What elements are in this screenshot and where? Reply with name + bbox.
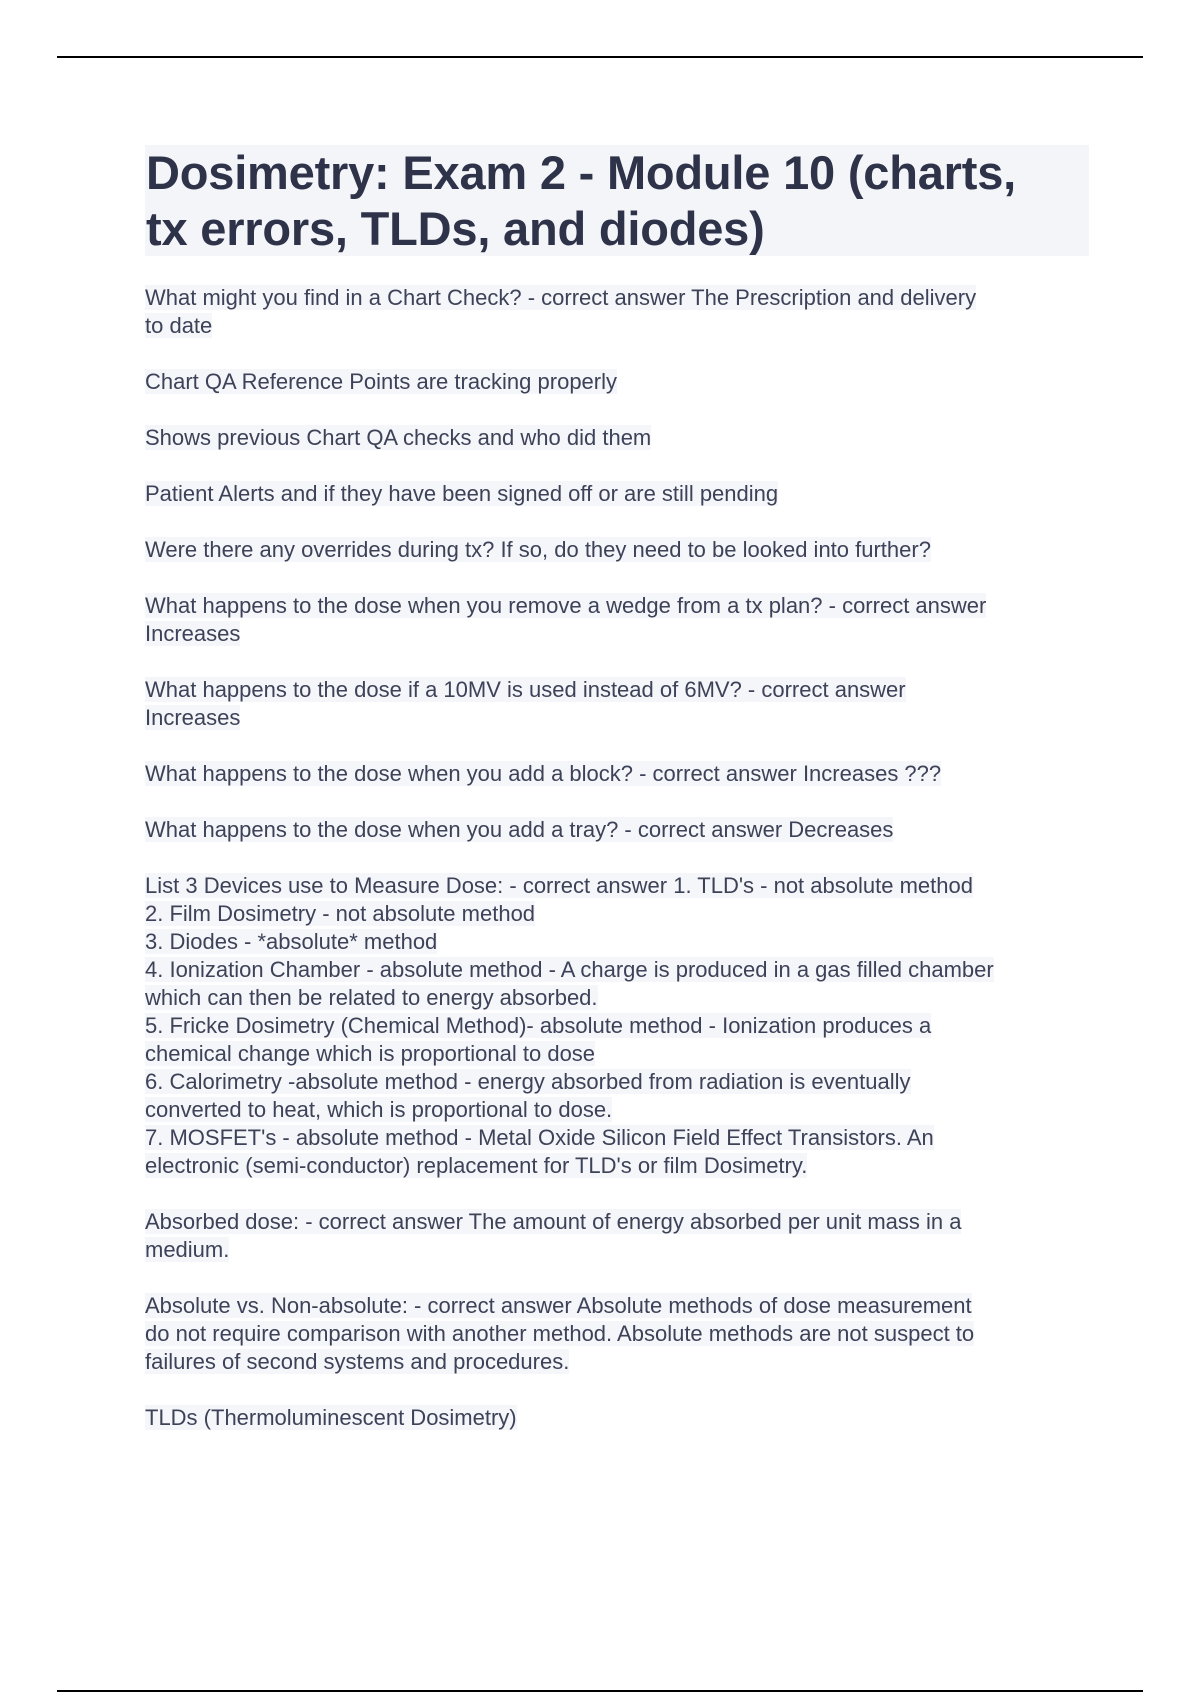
text-line-content: chemical change which is proportional to dose: [145, 1041, 596, 1066]
text-line: [145, 1236, 1095, 1264]
text-line: [145, 536, 1095, 564]
text-line-content: Absolute vs. Non-absolute: - correct answer Absolute methods of dose measurement: [145, 1293, 972, 1318]
text-line-content: Shows previous Chart QA checks and who did them: [145, 425, 652, 450]
text-line-content: do not require comparison with another method. Absolute methods are not suspect to: [145, 1321, 975, 1346]
top-rule: [57, 56, 1143, 58]
text-line-content: 3. Diodes - *absolute* method: [145, 929, 438, 954]
text-line-content: What might you find in a Chart Check? - correct answer The Prescription and delivery: [145, 285, 977, 310]
qa-paragraph: [145, 536, 1095, 564]
text-line-content: 4. Ionization Chamber - absolute method - A charge is produced in a gas filled chamber: [145, 957, 994, 982]
qa-paragraph: [145, 1292, 1095, 1376]
qa-paragraph: [145, 676, 1095, 732]
text-line-content: medium.: [145, 1237, 230, 1262]
title-block: [145, 145, 1089, 256]
text-line: [145, 1012, 1095, 1040]
qa-paragraph: [145, 872, 1095, 1180]
text-line: [145, 1320, 1095, 1348]
text-line-content: Patient Alerts and if they have been signed off or are still pending: [145, 481, 779, 506]
text-line-content: Increases: [145, 621, 241, 646]
text-line-content: What happens to the dose when you remove a wedge from a tx plan? - correct answer: [145, 593, 987, 618]
text-line: [145, 1040, 1095, 1068]
text-line: [145, 1152, 1095, 1180]
text-line: [145, 1124, 1095, 1152]
qa-paragraph: [145, 1208, 1095, 1264]
text-line-content: which can then be related to energy absorbed.: [145, 985, 598, 1010]
text-line: [145, 956, 1095, 984]
text-line-content: Absorbed dose: - correct answer The amount of energy absorbed per unit mass in a: [145, 1209, 962, 1234]
text-line-content: Were there any overrides during tx? If so, do they need to be looked into further?: [145, 537, 931, 562]
title-line-1: Dosimetry: Exam 2 - Module 10 (charts,: [146, 146, 1017, 199]
text-line: [145, 1292, 1095, 1320]
text-line: [145, 620, 1095, 648]
text-line-content: 5. Fricke Dosimetry (Chemical Method)- absolute method - Ionization produces a: [145, 1013, 932, 1038]
text-line: [145, 816, 1095, 844]
text-line-content: Increases: [145, 705, 241, 730]
text-line-content: 2. Film Dosimetry - not absolute method: [145, 901, 536, 926]
qa-paragraph: [145, 592, 1095, 648]
title-line-2: tx errors, TLDs, and diodes): [146, 202, 765, 255]
text-line: [145, 480, 1095, 508]
text-line-content: converted to heat, which is proportional to dose.: [145, 1097, 613, 1122]
document-body: [145, 284, 1095, 1460]
bottom-rule: [57, 1690, 1143, 1692]
qa-paragraph: [145, 480, 1095, 508]
text-line: [145, 900, 1095, 928]
text-line-content: What happens to the dose if a 10MV is used instead of 6MV? - correct answer: [145, 677, 906, 702]
text-line-content: failures of second systems and procedures.: [145, 1349, 570, 1374]
text-line-content: What happens to the dose when you add a block? - correct answer Increases ???: [145, 761, 942, 786]
text-line: [145, 368, 1095, 396]
text-line-content: 7. MOSFET's - absolute method - Metal Oxide Silicon Field Effect Transistors. An: [145, 1125, 934, 1150]
text-line: [145, 760, 1095, 788]
text-line: [145, 1348, 1095, 1376]
text-line: [145, 928, 1095, 956]
qa-paragraph: [145, 284, 1095, 340]
qa-paragraph: [145, 1404, 1095, 1432]
text-line-content: electronic (semi-conductor) replacement for TLD's or film Dosimetry.: [145, 1153, 808, 1178]
page-title: [146, 145, 1089, 257]
text-line: [145, 312, 1095, 340]
text-line: [145, 284, 1095, 312]
text-line: [145, 984, 1095, 1012]
text-line: [145, 1096, 1095, 1124]
text-line: [145, 1208, 1095, 1236]
text-line: [145, 676, 1095, 704]
text-line: [145, 1404, 1095, 1432]
qa-paragraph: [145, 816, 1095, 844]
text-line: [145, 592, 1095, 620]
text-line-content: Chart QA Reference Points are tracking properly: [145, 369, 618, 394]
text-line-content: List 3 Devices use to Measure Dose: - correct answer 1. TLD's - not absolute method: [145, 873, 973, 898]
text-line: [145, 424, 1095, 452]
text-line: [145, 704, 1095, 732]
text-line: [145, 1068, 1095, 1096]
qa-paragraph: [145, 760, 1095, 788]
text-line-content: 6. Calorimetry -absolute method - energy absorbed from radiation is eventually: [145, 1069, 911, 1094]
qa-paragraph: [145, 368, 1095, 396]
text-line: [145, 872, 1095, 900]
text-line-content: to date: [145, 313, 213, 338]
text-line-content: What happens to the dose when you add a tray? - correct answer Decreases: [145, 817, 894, 842]
qa-paragraph: [145, 424, 1095, 452]
text-line-content: TLDs (Thermoluminescent Dosimetry): [145, 1405, 517, 1430]
